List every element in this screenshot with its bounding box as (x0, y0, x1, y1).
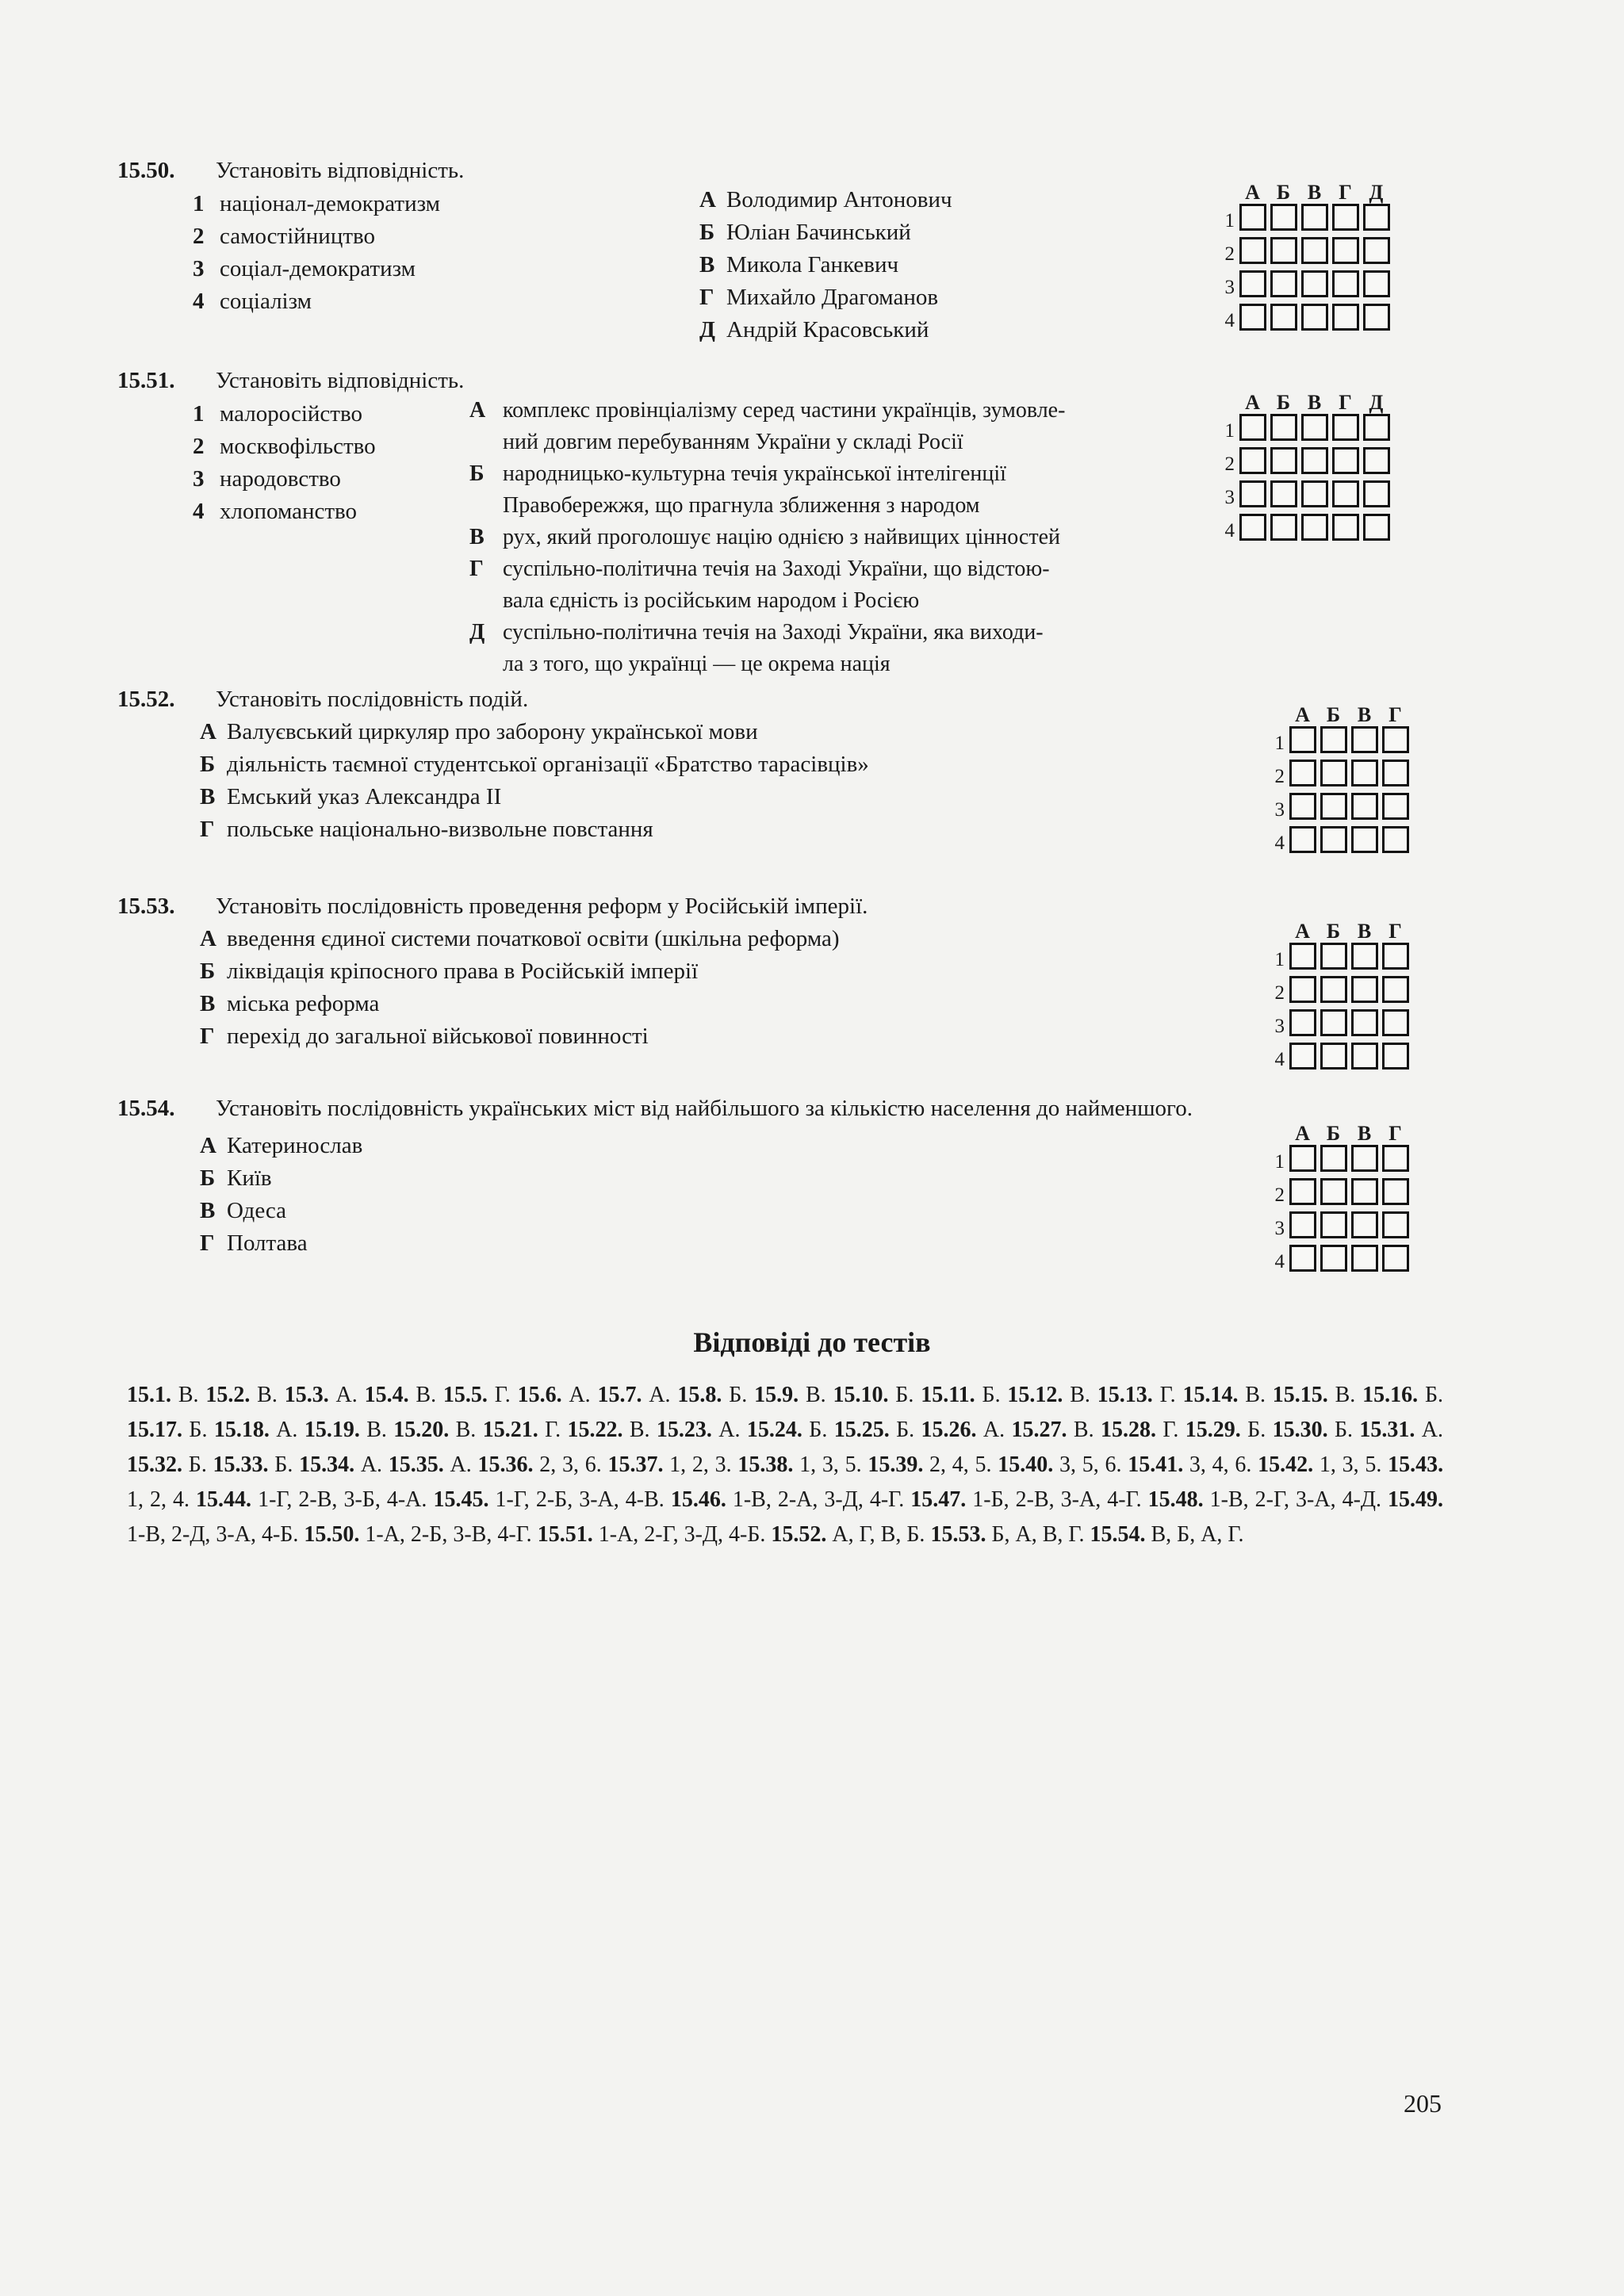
answer-checkbox[interactable] (1363, 270, 1390, 297)
answer-number: 15.19. (304, 1418, 360, 1442)
left-item: 2 самостійництво (193, 224, 376, 249)
answer-checkbox[interactable] (1320, 943, 1347, 970)
grid-column-label: В (1357, 920, 1373, 943)
answer-checkbox[interactable] (1351, 943, 1378, 970)
answer-checkbox[interactable] (1332, 414, 1359, 441)
answer-checkbox[interactable] (1239, 304, 1266, 331)
answer-number: 15.12. (1007, 1383, 1063, 1407)
answer-number: 15.6. (517, 1383, 562, 1407)
answer-value: 3, 5, 6. (1059, 1452, 1122, 1477)
answer-number: 15.51. (537, 1522, 593, 1547)
grid-column-label: А (1295, 1122, 1311, 1145)
question-15-53 (0, 890, 1624, 1081)
answer-value: Б. (1424, 1383, 1444, 1407)
answer-value: В. (416, 1383, 437, 1407)
answer-number: 15.4. (364, 1383, 409, 1407)
answer-value: В. (1070, 1383, 1090, 1407)
answer-checkbox[interactable] (1351, 726, 1378, 753)
option-item: Б ліквідація кріпосного права в Російській імперії (200, 959, 699, 984)
answer-checkbox[interactable] (1320, 1145, 1347, 1172)
answer-value: Б. (1247, 1418, 1266, 1442)
answer-number: 15.14. (1182, 1383, 1239, 1407)
grid-row-label: 4 (1274, 1049, 1285, 1070)
grid-row-label: 2 (1224, 243, 1235, 265)
answer-checkbox[interactable] (1239, 237, 1266, 264)
option-item: Г польське національно-визвольне повстання (200, 817, 653, 842)
answer-checkbox[interactable] (1239, 270, 1266, 297)
grid-row-label: 2 (1274, 766, 1285, 787)
answer-checkbox[interactable] (1239, 480, 1266, 507)
answer-value: Б, А, В, Г. (991, 1522, 1085, 1547)
answer-number: 15.16. (1362, 1383, 1419, 1407)
answer-checkbox[interactable] (1382, 793, 1409, 820)
answer-number: 15.35. (388, 1452, 444, 1477)
answer-number: 15.28. (1100, 1418, 1156, 1442)
answer-value: 1-В, 2-А, 3-Д, 4-Г. (732, 1487, 905, 1512)
answer-checkbox[interactable] (1320, 1178, 1347, 1205)
left-item: 2 москвофільство (193, 434, 376, 459)
answer-checkbox[interactable] (1351, 1211, 1378, 1238)
answer-checkbox[interactable] (1382, 1245, 1409, 1272)
grid-column-label: В (1307, 181, 1323, 204)
answer-checkbox[interactable] (1301, 480, 1328, 507)
question-prompt: Установіть послідовність проведення реформ у Російській імперії. (216, 894, 868, 919)
grid-row-label: 1 (1274, 733, 1285, 754)
grid-column-label: Г (1388, 920, 1403, 943)
answer-checkbox[interactable] (1382, 826, 1409, 853)
answer-number: 15.46. (670, 1487, 726, 1512)
right-item: Г Михайло Драгоманов (699, 285, 939, 310)
answer-value: 1-Б, 2-В, 3-А, 4-Г. (972, 1487, 1142, 1512)
answer-number: 15.5. (442, 1383, 488, 1407)
answer-checkbox[interactable] (1301, 414, 1328, 441)
answer-value: В. (1335, 1383, 1356, 1407)
answer-value: В. (1245, 1383, 1266, 1407)
answer-checkbox[interactable] (1289, 976, 1316, 1003)
answers-block (127, 1378, 1443, 1552)
answer-checkbox[interactable] (1332, 270, 1359, 297)
question-header (117, 1093, 1193, 1124)
answer-checkbox[interactable] (1320, 976, 1347, 1003)
answer-number: 15.29. (1185, 1418, 1241, 1442)
answer-number: 15.11. (921, 1383, 975, 1407)
left-item: 3 соціал-демократизм (193, 256, 416, 281)
answer-checkbox[interactable] (1351, 760, 1378, 786)
option-item: Б діяльність таємної студентської організації «Братство тарасівців» (200, 752, 869, 777)
question-number: 15.54. (117, 1096, 175, 1121)
right-item: А Володимир Антонович (699, 187, 952, 212)
question-15-52 (0, 683, 1624, 874)
question-header (117, 155, 464, 186)
grid-row-label: 4 (1274, 832, 1285, 854)
grid-column-label: А (1245, 181, 1261, 204)
right-item: Б народницько-культурна течія української інтелігенції Правобережжя, що прагнула зближення з народом (469, 461, 1006, 518)
answer-checkbox[interactable] (1332, 480, 1359, 507)
grid-column-label: В (1357, 1122, 1373, 1145)
answer-value: 2, 3, 6. (539, 1452, 602, 1477)
answer-checkbox[interactable] (1301, 447, 1328, 474)
grid-row-label: 1 (1274, 1151, 1285, 1173)
answer-checkbox[interactable] (1289, 1211, 1316, 1238)
option-item: А Катеринослав (200, 1133, 363, 1158)
grid-column-label: А (1295, 703, 1311, 726)
left-item: 4 хлопоманство (193, 499, 358, 524)
answer-value: Б. (896, 1418, 915, 1442)
answer-value: Б. (188, 1452, 207, 1477)
question-header (117, 683, 528, 715)
grid-row-label: 2 (1274, 1184, 1285, 1206)
answer-checkbox[interactable] (1382, 1009, 1409, 1036)
answer-checkbox[interactable] (1382, 760, 1409, 786)
answer-checkbox[interactable] (1320, 760, 1347, 786)
answer-value: 1, 2, 4. (127, 1487, 190, 1512)
answer-value: А. (1421, 1418, 1444, 1442)
answer-number: 15.34. (299, 1452, 355, 1477)
answer-value: А. (276, 1418, 298, 1442)
answer-value: А. (335, 1383, 358, 1407)
answer-value: Б. (982, 1383, 1001, 1407)
answer-number: 15.17. (127, 1418, 182, 1442)
answer-number: 15.26. (921, 1418, 977, 1442)
right-item: В Микола Ганкевич (699, 252, 899, 277)
answer-checkbox[interactable] (1289, 943, 1316, 970)
answer-number: 15.47. (910, 1487, 967, 1512)
answer-value: В. (366, 1418, 387, 1442)
answer-checkbox[interactable] (1332, 237, 1359, 264)
answer-value: Б. (895, 1383, 914, 1407)
answer-number: 15.43. (1388, 1452, 1444, 1477)
answer-value: Б. (1334, 1418, 1354, 1442)
answer-value: Б. (809, 1418, 828, 1442)
answer-number: 15.15. (1272, 1383, 1328, 1407)
answer-checkbox[interactable] (1301, 270, 1328, 297)
answer-checkbox[interactable] (1363, 237, 1390, 264)
answer-number: 15.20. (393, 1418, 450, 1442)
answer-checkbox[interactable] (1270, 304, 1297, 331)
answer-checkbox[interactable] (1239, 447, 1266, 474)
grid-column-label: Г (1388, 703, 1403, 726)
answer-number: 15.25. (833, 1418, 890, 1442)
answer-number: 15.39. (868, 1452, 924, 1477)
answer-checkbox[interactable] (1289, 826, 1316, 853)
answer-number: 15.36. (477, 1452, 534, 1477)
answer-checkbox[interactable] (1270, 414, 1297, 441)
answer-checkbox[interactable] (1289, 1178, 1316, 1205)
right-item: А комплекс провінціалізму серед частини українців, зумовле- ний довгим перебуванням України у складі Росії (469, 398, 1066, 454)
answer-value: Б. (189, 1418, 208, 1442)
answer-value: В. (805, 1383, 826, 1407)
answer-value: В. (178, 1383, 199, 1407)
answer-checkbox[interactable] (1320, 1211, 1347, 1238)
question-prompt: Установіть відповідність. (216, 368, 465, 393)
answer-number: 15.44. (196, 1487, 252, 1512)
grid-column-label: А (1295, 920, 1311, 943)
answer-value: 1-А, 2-Г, 3-Д, 4-Б. (598, 1522, 766, 1547)
answer-checkbox[interactable] (1320, 1245, 1347, 1272)
page-number: 205 (1404, 2089, 1442, 2118)
answer-checkbox[interactable] (1320, 1009, 1347, 1036)
answer-checkbox[interactable] (1363, 447, 1390, 474)
answer-checkbox[interactable] (1382, 976, 1409, 1003)
left-item: 4 соціалізм (193, 289, 312, 314)
right-item: Д суспільно-політична течія на Заході України, яка виходи- ла з того, що українці — це окрема нація (469, 620, 1044, 676)
question-number: 15.50. (117, 158, 175, 183)
answer-checkbox[interactable] (1363, 204, 1390, 231)
grid-column-label: Б (1326, 1122, 1342, 1145)
answer-checkbox[interactable] (1301, 514, 1328, 541)
question-header (117, 890, 868, 922)
option-item: А введення єдиної системи початкової освіти (шкільна реформа) (200, 926, 840, 951)
answer-value: 1-Г, 2-Б, 3-А, 4-В. (495, 1487, 665, 1512)
answer-value: 3, 4, 6. (1189, 1452, 1252, 1477)
answer-value: 1-А, 2-Б, 3-В, 4-Г. (365, 1522, 532, 1547)
grid-column-label: Б (1326, 920, 1342, 943)
answer-checkbox[interactable] (1289, 1043, 1316, 1070)
answer-checkbox[interactable] (1382, 1178, 1409, 1205)
grid-column-label: Г (1388, 1122, 1403, 1145)
answer-checkbox[interactable] (1270, 514, 1297, 541)
answer-checkbox[interactable] (1320, 826, 1347, 853)
grid-row-label: 4 (1274, 1251, 1285, 1272)
answer-number: 15.32. (127, 1452, 182, 1477)
grid-column-label: Д (1369, 181, 1385, 204)
option-item: В Одеса (200, 1198, 287, 1223)
answer-checkbox[interactable] (1332, 204, 1359, 231)
answer-number: 15.23. (656, 1418, 712, 1442)
answer-checkbox[interactable] (1270, 480, 1297, 507)
answer-checkbox[interactable] (1332, 447, 1359, 474)
answer-number: 15.38. (737, 1452, 794, 1477)
answer-checkbox[interactable] (1270, 237, 1297, 264)
answer-value: 1, 3, 5. (799, 1452, 862, 1477)
grid-column-label: А (1245, 391, 1261, 414)
answer-checkbox[interactable] (1270, 204, 1297, 231)
answer-value: 2, 4, 5. (929, 1452, 992, 1477)
answer-checkbox[interactable] (1301, 304, 1328, 331)
answer-checkbox[interactable] (1320, 1043, 1347, 1070)
answer-number: 15.37. (607, 1452, 664, 1477)
answer-number: 15.10. (833, 1383, 889, 1407)
answer-number: 15.18. (213, 1418, 270, 1442)
answer-number: 15.48. (1147, 1487, 1204, 1512)
grid-row-label: 3 (1274, 799, 1285, 821)
question-header (117, 365, 464, 396)
option-item: А Валуєвський циркуляр про заборону української мови (200, 719, 758, 744)
answer-checkbox[interactable] (1351, 1178, 1378, 1205)
answer-number: 15.33. (213, 1452, 269, 1477)
answer-checkbox[interactable] (1382, 726, 1409, 753)
grid-column-label: Г (1339, 181, 1353, 204)
grid-row-label: 4 (1224, 310, 1235, 331)
answer-checkbox[interactable] (1351, 976, 1378, 1003)
answer-checkbox[interactable] (1332, 304, 1359, 331)
answer-value: В. (257, 1383, 278, 1407)
left-item: 3 народовство (193, 466, 341, 492)
grid-row-label: 3 (1274, 1218, 1285, 1239)
answers-title: Відповіді до тестів (693, 1326, 931, 1358)
answer-value: А. (450, 1452, 472, 1477)
answer-number: 15.49. (1388, 1487, 1444, 1512)
answer-checkbox[interactable] (1239, 514, 1266, 541)
question-prompt: Установіть послідовність подій. (216, 687, 529, 712)
answer-number: 15.41. (1128, 1452, 1184, 1477)
answer-checkbox[interactable] (1351, 1009, 1378, 1036)
question-number: 15.53. (117, 894, 175, 919)
answer-checkbox[interactable] (1239, 204, 1266, 231)
answer-number: 15.40. (998, 1452, 1054, 1477)
answer-value: А. (718, 1418, 741, 1442)
answer-value: 1-В, 2-Д, 3-А, 4-Б. (127, 1522, 299, 1547)
answer-value: В. (1073, 1418, 1094, 1442)
answer-checkbox[interactable] (1320, 793, 1347, 820)
grid-row-label: 4 (1224, 520, 1235, 541)
right-item: Д Андрій Красовський (699, 317, 929, 342)
option-item: В Емський указ Александра II (200, 784, 502, 809)
answer-value: 1, 3, 5. (1319, 1452, 1382, 1477)
answer-number: 15.2. (205, 1383, 251, 1407)
option-item: Г перехід до загальної військової повинності (200, 1024, 649, 1049)
answer-checkbox[interactable] (1351, 793, 1378, 820)
answer-value: Г. (1162, 1418, 1179, 1442)
answer-checkbox[interactable] (1363, 480, 1390, 507)
left-item: 1 націонал-демократизм (193, 191, 441, 216)
answer-value: В, Б, А, Г. (1151, 1522, 1244, 1547)
answer-checkbox[interactable] (1289, 760, 1316, 786)
answer-value: Г. (1159, 1383, 1176, 1407)
answer-value: Г. (545, 1418, 561, 1442)
answer-checkbox[interactable] (1351, 1245, 1378, 1272)
answer-checkbox[interactable] (1382, 1211, 1409, 1238)
answer-checkbox[interactable] (1301, 204, 1328, 231)
answer-number: 15.7. (597, 1383, 642, 1407)
grid-row-label: 2 (1224, 453, 1235, 475)
question-15-51 (0, 365, 1624, 682)
answer-checkbox[interactable] (1289, 793, 1316, 820)
answer-checkbox[interactable] (1289, 726, 1316, 753)
answer-value: 1-Г, 2-В, 3-Б, 4-А. (258, 1487, 427, 1512)
answer-checkbox[interactable] (1289, 1145, 1316, 1172)
answer-number: 15.8. (677, 1383, 722, 1407)
option-item: Г Полтава (200, 1230, 308, 1256)
grid-column-label: Б (1326, 703, 1342, 726)
answer-value: А. (649, 1383, 671, 1407)
answer-number: 15.22. (567, 1418, 623, 1442)
answer-checkbox[interactable] (1289, 1009, 1316, 1036)
answer-value: Б. (274, 1452, 293, 1477)
question-prompt: Установіть послідовність українських міст від найбільшого за кількістю населення до найменшого. (216, 1096, 1193, 1121)
answer-checkbox[interactable] (1382, 1043, 1409, 1070)
answer-number: 15.9. (754, 1383, 799, 1407)
answer-number: 15.50. (304, 1522, 360, 1547)
grid-row-label: 2 (1274, 982, 1285, 1004)
answer-value: Б. (729, 1383, 748, 1407)
grid-column-label: В (1307, 391, 1323, 414)
answer-value: Г. (494, 1383, 511, 1407)
right-item: В рух, який проголошує націю однією з найвищих цінностей (469, 525, 1060, 549)
answer-number: 15.31. (1359, 1418, 1415, 1442)
answer-checkbox[interactable] (1363, 514, 1390, 541)
answer-number: 15.13. (1097, 1383, 1153, 1407)
answer-checkbox[interactable] (1332, 514, 1359, 541)
answer-number: 15.27. (1011, 1418, 1067, 1442)
answer-checkbox[interactable] (1351, 1043, 1378, 1070)
question-15-54 (0, 1093, 1624, 1299)
grid-row-label: 3 (1274, 1016, 1285, 1037)
answer-number: 15.1. (127, 1383, 171, 1407)
answer-number: 15.53. (930, 1522, 986, 1547)
answer-value: 1, 2, 3. (669, 1452, 732, 1477)
grid-row-label: 1 (1274, 949, 1285, 970)
grid-column-label: Б (1276, 181, 1292, 204)
answer-number: 15.42. (1258, 1452, 1314, 1477)
answer-number: 15.24. (746, 1418, 802, 1442)
answer-number: 15.52. (771, 1522, 827, 1547)
answer-value: 1-В, 2-Г, 3-А, 4-Д. (1209, 1487, 1382, 1512)
grid-row-label: 1 (1224, 420, 1235, 442)
answer-value: А, Г, В, Б. (832, 1522, 925, 1547)
right-item: Б Юліан Бачинський (699, 220, 911, 245)
answer-checkbox[interactable] (1351, 1145, 1378, 1172)
question-15-50 (0, 155, 1624, 345)
answer-value: В. (629, 1418, 650, 1442)
answer-value: А. (360, 1452, 383, 1477)
answer-checkbox[interactable] (1363, 304, 1390, 331)
answer-value: А. (982, 1418, 1005, 1442)
grid-column-label: Б (1276, 391, 1292, 414)
answer-number: 15.54. (1090, 1522, 1146, 1547)
grid-row-label: 3 (1224, 277, 1235, 298)
grid-row-label: 1 (1224, 210, 1235, 232)
grid-row-label: 3 (1224, 487, 1235, 508)
answer-number: 15.30. (1272, 1418, 1328, 1442)
question-number: 15.52. (117, 687, 175, 712)
grid-column-label: В (1357, 703, 1373, 726)
answer-value: В. (455, 1418, 477, 1442)
question-number: 15.51. (117, 368, 175, 393)
answer-number: 15.3. (284, 1383, 329, 1407)
answer-number: 15.21. (482, 1418, 538, 1442)
answer-checkbox[interactable] (1363, 414, 1390, 441)
question-prompt: Установіть відповідність. (216, 158, 465, 183)
grid-column-label: Д (1369, 391, 1385, 414)
answer-checkbox[interactable] (1289, 1245, 1316, 1272)
answer-checkbox[interactable] (1320, 726, 1347, 753)
answer-checkbox[interactable] (1351, 826, 1378, 853)
answer-checkbox[interactable] (1301, 237, 1328, 264)
left-item: 1 малоросійство (193, 401, 362, 427)
right-item: Г суспільно-політична течія на Заході України, що відстою- вала єдність із російським народом і Росією (469, 557, 1050, 613)
answer-checkbox[interactable] (1239, 414, 1266, 441)
grid-column-label: Г (1339, 391, 1353, 414)
answer-checkbox[interactable] (1270, 447, 1297, 474)
answer-checkbox[interactable] (1382, 1145, 1409, 1172)
answer-checkbox[interactable] (1382, 943, 1409, 970)
option-item: В міська реформа (200, 991, 380, 1016)
answer-value: А. (569, 1383, 591, 1407)
answer-number: 15.45. (433, 1487, 489, 1512)
option-item: Б Київ (200, 1165, 272, 1191)
answer-checkbox[interactable] (1270, 270, 1297, 297)
